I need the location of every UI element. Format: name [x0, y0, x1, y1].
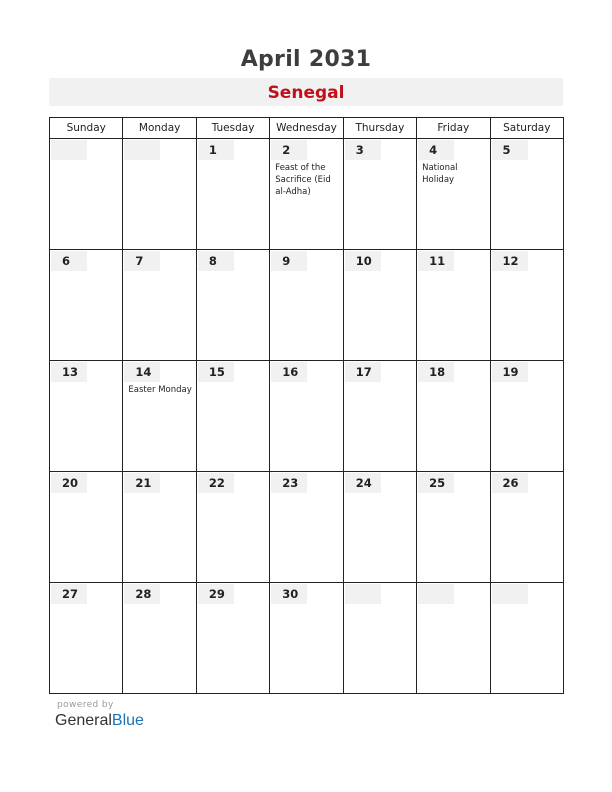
weekday-header: Saturday: [490, 118, 563, 139]
day-cell: [123, 361, 196, 472]
day-number: [418, 584, 454, 604]
day-cell: [50, 472, 123, 583]
week-row: [50, 472, 564, 583]
day-cell: [196, 472, 269, 583]
day-number: 7: [124, 251, 160, 271]
day-cell: [417, 472, 490, 583]
day-number: 29: [198, 584, 234, 604]
week-row: [50, 139, 564, 250]
holiday-label: National Holiday: [422, 163, 458, 185]
day-cell: [50, 361, 123, 472]
holiday-label: Easter Monday: [128, 385, 192, 395]
day-cell: [343, 472, 416, 583]
day-cell: [123, 583, 196, 694]
brand-text-blue: Blue: [111, 712, 144, 729]
day-cell: [343, 361, 416, 472]
day-number: 15: [198, 362, 234, 382]
day-cell: [417, 361, 490, 472]
day-number: 6: [51, 251, 87, 271]
day-cell: [490, 472, 563, 583]
day-number: 21: [124, 473, 160, 493]
country-banner: [49, 78, 563, 106]
day-number: 12: [492, 251, 528, 271]
day-cell: [270, 250, 343, 361]
day-number: 1: [198, 140, 234, 160]
day-number: 14: [124, 362, 160, 382]
day-cell: [270, 472, 343, 583]
day-number: 5: [492, 140, 528, 160]
day-number: 20: [51, 473, 87, 493]
weekday-header: Tuesday: [196, 118, 269, 139]
calendar-title: April 2031: [240, 47, 372, 72]
day-number: 9: [271, 251, 307, 271]
day-cell: [196, 583, 269, 694]
day-cell: [417, 139, 490, 250]
day-number: 25: [418, 473, 454, 493]
day-number: [124, 140, 160, 160]
day-cell: [50, 250, 123, 361]
day-number: 8: [198, 251, 234, 271]
day-cell: [343, 583, 416, 694]
day-cell: [417, 583, 490, 694]
day-number: 19: [492, 362, 528, 382]
day-number: 11: [418, 251, 454, 271]
weekday-header-row: [50, 118, 564, 139]
day-cell: [270, 583, 343, 694]
powered-by-text: powered by: [57, 700, 114, 710]
day-number: 26: [492, 473, 528, 493]
day-cell: [123, 250, 196, 361]
day-number: 17: [345, 362, 381, 382]
day-cell: [123, 472, 196, 583]
weekday-header: Thursday: [343, 118, 416, 139]
country-name: Senegal: [267, 83, 345, 103]
day-number: 16: [271, 362, 307, 382]
day-cell: [490, 139, 563, 250]
day-number: 3: [345, 140, 381, 160]
day-number: 24: [345, 473, 381, 493]
day-number: 27: [51, 584, 87, 604]
day-cell: [417, 250, 490, 361]
day-number: 23: [271, 473, 307, 493]
weekday-header: Sunday: [50, 118, 123, 139]
day-number: 13: [51, 362, 87, 382]
generalblue-logo[interactable]: [55, 712, 144, 730]
day-cell: [270, 361, 343, 472]
day-cell: [196, 250, 269, 361]
day-cell: [196, 361, 269, 472]
day-number: 4: [418, 140, 454, 160]
week-row: [50, 583, 564, 694]
day-cell: [196, 139, 269, 250]
weekday-header: Friday: [417, 118, 490, 139]
day-number: [492, 584, 528, 604]
day-cell: [343, 139, 416, 250]
day-number: 2: [271, 140, 307, 160]
day-cell: [490, 583, 563, 694]
day-number: 22: [198, 473, 234, 493]
brand-text-general: General: [55, 712, 112, 729]
day-number: [51, 140, 87, 160]
day-cell: [490, 361, 563, 472]
day-number: 28: [124, 584, 160, 604]
day-cell: [50, 139, 123, 250]
day-cell: [50, 583, 123, 694]
week-row: [50, 250, 564, 361]
day-cell: [343, 250, 416, 361]
day-cell: [490, 250, 563, 361]
day-cell: [123, 139, 196, 250]
week-row: [50, 361, 564, 472]
weekday-header: Wednesday: [270, 118, 343, 139]
day-number: 18: [418, 362, 454, 382]
day-cell: [270, 139, 343, 250]
day-number: [345, 584, 381, 604]
day-number: 10: [345, 251, 381, 271]
weekday-header: Monday: [123, 118, 196, 139]
calendar-grid: [49, 117, 564, 694]
holiday-label: Feast of the Sacrifice (Eid al-Adha): [275, 163, 331, 197]
day-number: 30: [271, 584, 307, 604]
